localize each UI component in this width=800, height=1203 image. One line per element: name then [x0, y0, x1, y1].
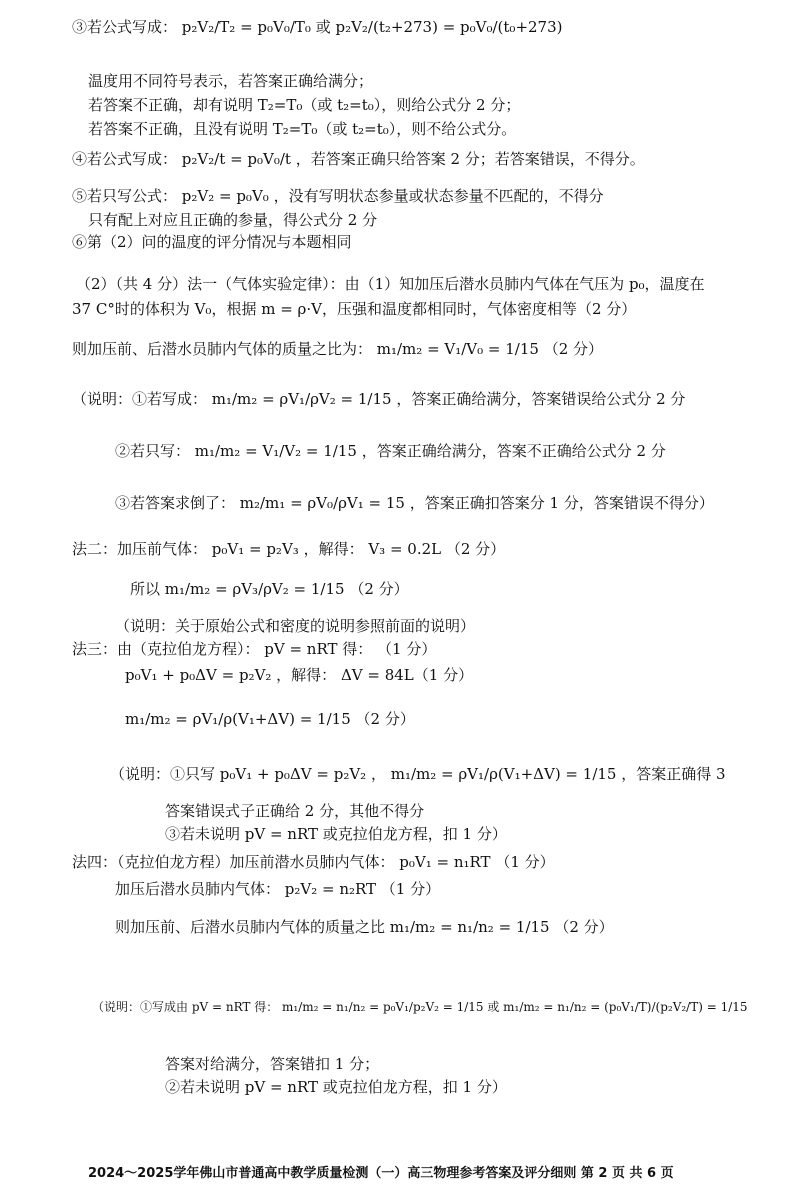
text-line: （说明：关于原始公式和密度的说明参照前面的说明） [115, 617, 476, 635]
text-line: ②若只写： m₁/m₂ = V₁/V₂ = 1/15 ，答案正确给满分，答案不正确给公式分 2 分 [115, 442, 666, 460]
text-line: 若答案不正确，且没有说明 T₂=T₀（或 t₂=t₀），则不给公式分。 [88, 120, 517, 138]
text-line: ③若答案求倒了： m₂/m₁ = ρV₀/ρV₁ = 15 ，答案正确扣答案分 1 分，答案错误不得分） [115, 494, 714, 512]
text-line: 温度用不同符号表示，若答案正确给满分； [88, 72, 374, 90]
text-line: ④若公式写成： p₂V₂/t = p₀V₀/t ，若答案正确只给答案 2 分；若答案错误，不得分。 [72, 150, 645, 168]
text-line: 只有配上对应且正确的参量，得公式分 2 分 [88, 211, 378, 229]
text-line: 加压后潜水员肺内气体： p₂V₂ = n₂RT （1 分） [115, 880, 441, 898]
text-line: 法三：由（克拉伯龙方程）： pV = nRT 得： （1 分） [72, 640, 437, 658]
text-line: （2）（共 4 分）法一（气体实验定律）：由（1）知加压后潜水员肺内气体在气压为 p₀，温度在 [76, 275, 705, 293]
text-line: （说明：①写成由 pV = nRT 得： m₁/m₂ = n₁/n₂ = p₀V₁/p₂V₂ = 1/15 或 m₁/m₂ = n₁/n₂ = (p₀V₁/T)/(p₂V₂/T) = 1/15 [92, 1000, 748, 1014]
text-line: 37 C°时的体积为 V₀，根据 m = ρ·V，压强和温度都相同时，气体密度相等（2 分） [72, 300, 637, 318]
text-line: 若答案不正确，却有说明 T₂=T₀（或 t₂=t₀），则给公式分 2 分； [88, 96, 521, 114]
page-footer: 2024～2025学年佛山市普通高中教学质量检测（一）高三物理参考答案及评分细则 第 2 页 共 6 页 [88, 1166, 674, 1181]
text-line: ②若未说明 pV = nRT 或克拉伯龙方程，扣 1 分） [165, 1078, 507, 1096]
text-line: （说明：①若写成： m₁/m₂ = ρV₁/ρV₂ = 1/15 ，答案正确给满分，答案错误给公式分 2 分 [72, 390, 686, 408]
text-line: 答案错误式子正确给 2 分，其他不得分 [165, 802, 425, 820]
text-line: 则加压前、后潜水员肺内气体的质量之比为： m₁/m₂ = V₁/V₀ = 1/15 （2 分） [72, 340, 604, 358]
text-line: ⑤若只写公式： p₂V₂ = p₀V₀ ，没有写明状态参量或状态参量不匹配的，不得分 [72, 187, 604, 205]
text-line: （说明：①只写 p₀V₁ + p₀ΔV = p₂V₂ ， m₁/m₂ = ρV₁/ρ(V₁+ΔV) = 1/15 ，答案正确得 3 [110, 765, 726, 783]
text-line: 则加压前、后潜水员肺内气体的质量之比 m₁/m₂ = n₁/n₂ = 1/15 （2 分） [115, 918, 614, 936]
text-line: m₁/m₂ = ρV₁/ρ(V₁+ΔV) = 1/15 （2 分） [125, 710, 415, 728]
text-line: 法二：加压前气体： p₀V₁ = p₂V₃ ，解得： V₃ = 0.2L （2 分） [72, 540, 506, 558]
text-line: ③若公式写成： p₂V₂/T₂ = p₀V₀/T₀ 或 p₂V₂/(t₂+273) = p₀V₀/(t₀+273) [72, 18, 563, 36]
text-line: ⑥第（2）问的温度的评分情况与本题相同 [72, 233, 352, 251]
text-line: 法四：（克拉伯龙方程）加压前潜水员肺内气体： p₀V₁ = n₁RT （1 分） [72, 853, 555, 871]
text-line: 答案对给满分，答案错扣 1 分； [165, 1055, 380, 1073]
text-line: 所以 m₁/m₂ = ρV₃/ρV₂ = 1/15 （2 分） [130, 580, 409, 598]
text-line: ③若未说明 pV = nRT 或克拉伯龙方程，扣 1 分） [165, 825, 507, 843]
text-line: p₀V₁ + p₀ΔV = p₂V₂ ，解得： ΔV = 84L（1 分） [125, 666, 474, 684]
